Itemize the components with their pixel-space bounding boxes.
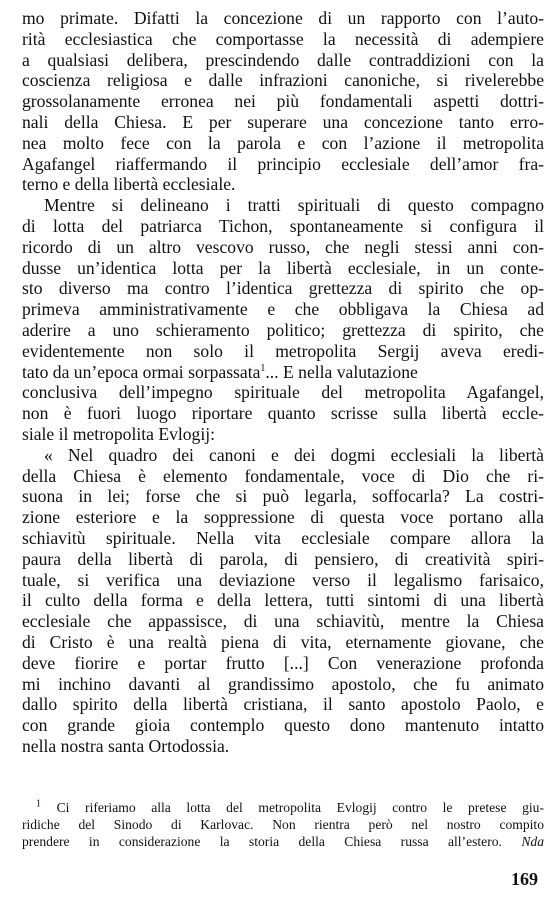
quote-line: nella nostra santa Ortodossia.: [22, 735, 230, 756]
footnote-text: Ci riferiamo alla lotta del metropolita Evlogij contro le pretese giu-: [41, 800, 544, 815]
text-line: conclusiva dell’impegno spirituale del metropolita Agafangel,: [22, 382, 544, 403]
text-line: dusse un’identica lotta per la libertà ecclesiale, in un conte-: [22, 257, 544, 278]
text-line: [22, 362, 544, 383]
quote-line: dallo spirito della libertà cristiana, il santo apostolo Paolo, e: [22, 694, 544, 715]
footnote-text: prendere in considerazione la storia della Chiesa russa all’estero.: [22, 834, 502, 849]
text-line: grossolanamente erronea nei più fondamentali aspetti dottri-: [22, 91, 544, 112]
footnote-marker: 1: [36, 798, 41, 810]
quote-line: paura della libertà di parola, di pensiero, di creatività spiri-: [22, 548, 544, 569]
quote-line: tuale, si verifica una deviazione verso il legalismo farisaico,: [22, 569, 544, 590]
text-segment: ... E nella valutazione: [265, 361, 418, 382]
footnote-line: [22, 833, 544, 850]
quote-line: il culto della forma e della lettera, tutti sintomi di una libertà: [22, 590, 544, 611]
text-line: di lotta del patriarca Tichon, spontaneamente si configura il: [22, 215, 544, 236]
footnote-line: [22, 799, 544, 816]
text-line: Agafangel riaffermando il principio ecclesiale dell’amor fra-: [22, 153, 544, 174]
quote-line: di Cristo è una realtà piena di vita, eternamente giovane, che: [22, 631, 544, 652]
footnote-reference[interactable]: 1: [260, 362, 266, 374]
quote-line: suona in lei; forse che si può legarla, soffocarla? La costri-: [22, 486, 544, 507]
text-line: a qualsiasi delibera, prescindendo dalle contraddizioni con la: [22, 49, 544, 70]
quote-line: della Chiesa è elemento fondamentale, voce di Dio che ri-: [22, 465, 544, 486]
text-line: Mentre si delineano i tratti spirituali di questo compagno: [44, 195, 544, 216]
text-line: siale il metropolita Evlogij:: [22, 423, 216, 444]
text-line: coscienza religiosa e dalle infrazioni canoniche, si rivelerebbe: [22, 70, 544, 91]
text-line: non è fuori luogo riportare quanto scrisse sulla libertà eccle-: [22, 403, 544, 424]
page-number: 169: [511, 869, 538, 889]
text-line: ricordo di un altro vescovo russo, che negli stessi anni con-: [22, 236, 544, 257]
footnote-line: ridiche del Sinodo di Karlovac. Non rientra però nel nostro compito: [22, 817, 544, 832]
quote-line: mi inchino davanti al grandissimo apostolo, che fu animato: [22, 673, 544, 694]
text-line: aderire a uno schieramento politico; grettezza di spirito, che: [22, 319, 544, 340]
text-line: terno e della libertà ecclesiale.: [22, 174, 236, 195]
text-line: rità ecclesiastica che comportasse la necessità di adempiere: [22, 28, 544, 49]
quote-line: zione esteriore e la soppressione di questa voce portano alla: [22, 507, 544, 528]
quote-line: deve fiorire e portar frutto [...] Con venerazione profonda: [22, 652, 544, 673]
quote-line: con grande gioia contemplo questo dono mantenuto intatto: [22, 715, 544, 736]
body-text: [22, 8, 544, 757]
text-line: primeva amministrativamente e che obbligava la Chiesa ad: [22, 299, 544, 320]
text-line: nea molto fece con la parola e con l’azione il metropolita: [22, 132, 544, 153]
text-line: sto diverso ma contro l’identica grettezza di spirito che op-: [22, 278, 544, 299]
text-segment: tato da un’epoca ormai sorpassata: [22, 361, 261, 382]
footnote-section: [22, 799, 544, 850]
book-page: [22, 0, 544, 907]
text-line: nali della Chiesa. E per superare una concezione tanto erro-: [22, 111, 544, 132]
quote-line: ecclesiale che appassisce, di una schiavitù, mentre la Chiesa: [22, 611, 544, 632]
quote-line: « Nel quadro dei canoni e dei dogmi ecclesiali la libertà: [44, 444, 544, 465]
footnote-signature: Nda: [521, 834, 544, 849]
text-line: mo primate. Difatti la concezione di un rapporto con l’auto-: [22, 8, 544, 28]
quote-line: schiavitù spirituale. Nella vita ecclesiale compare allora la: [22, 527, 544, 548]
text-line: evidentemente non solo il metropolita Sergij aveva eredi-: [22, 340, 544, 361]
